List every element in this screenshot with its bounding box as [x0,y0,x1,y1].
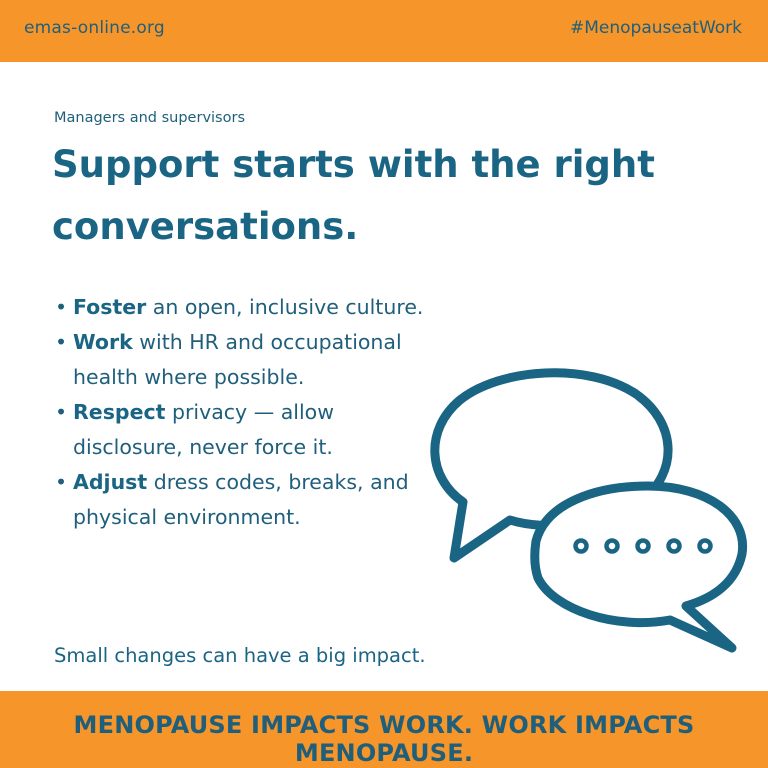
bullet-dot-icon: • [55,330,68,354]
header-band [0,0,768,62]
bullet-dot-icon: • [55,295,68,319]
closing-text: Small changes can have a big impact. [54,644,426,667]
bullet-text: with HR and occupational health where possible. [73,330,402,389]
bullet-keyword: Adjust [73,470,148,494]
eyebrow-text: Managers and supervisors [54,110,245,126]
bullet-dot-icon: • [55,470,68,494]
list-item [54,395,434,465]
speech-bubbles-icon [418,360,748,660]
bullet-text: privacy — allow disclosure, never force it. [73,400,334,459]
bullet-text: dress codes, breaks, and physical environment. [73,470,409,529]
headline: Support starts with the right conversations. [52,143,655,248]
website-label[interactable]: emas-online.org [24,18,165,38]
bullet-keyword: Respect [73,400,166,424]
hashtag-label: #MenopauseatWork [570,18,742,38]
bullet-keyword: Work [73,330,133,354]
bullet-dot-icon: • [55,400,68,424]
list-item [54,465,434,535]
bullet-list [54,290,434,535]
footer-slogan: MENOPAUSE IMPACTS WORK. WORK IMPACTS MENOPAUSE. [73,711,695,767]
front-speech-bubble [535,486,743,648]
bullet-text: an open, inclusive culture. [146,295,424,319]
list-item [54,325,434,395]
bullet-keyword: Foster [73,295,147,319]
list-item [54,290,434,325]
